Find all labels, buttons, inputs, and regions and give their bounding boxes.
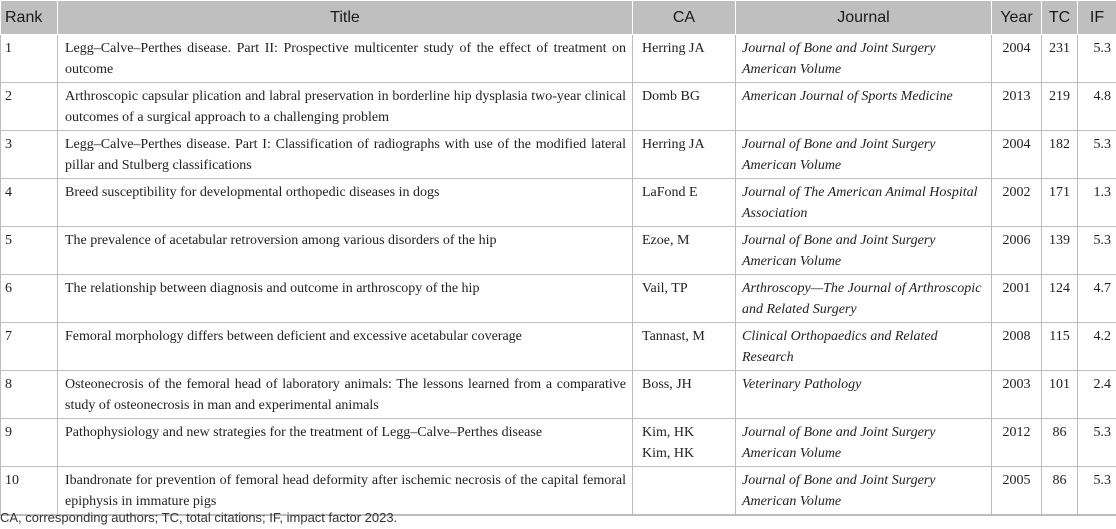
- cell-rank: 4: [1, 179, 58, 227]
- cell-rank: 9: [1, 419, 58, 467]
- cell-ca: [633, 467, 736, 516]
- table-row: [1, 131, 1116, 179]
- cell-title: Legg–Calve–Perthes disease. Part I: Classification of radiographs with use of the modified lateral pillar and Stulberg classifications: [58, 131, 633, 179]
- table-header: [1, 1, 1116, 35]
- cell-rank: 1: [1, 35, 58, 83]
- cell-if: 2.4: [1078, 371, 1116, 419]
- cell-rank: 7: [1, 323, 58, 371]
- cell-ca: Boss, JH: [633, 371, 736, 419]
- cell-ca: Ezoe, M: [633, 227, 736, 275]
- header-ca: CA: [633, 1, 736, 35]
- cell-ca: Tannast, M: [633, 323, 736, 371]
- cell-year: 2005: [992, 467, 1042, 516]
- cell-if: 1.3: [1078, 179, 1116, 227]
- header-row: [1, 1, 1116, 35]
- cell-title: Femoral morphology differs between deficient and excessive acetabular coverage: [58, 323, 633, 371]
- cell-journal: American Journal of Sports Medicine: [736, 83, 992, 131]
- cell-title: Ibandronate for prevention of femoral head deformity after ischemic necrosis of the capital femoral epiphysis in immature pigs: [58, 467, 633, 516]
- cell-year: 2006: [992, 227, 1042, 275]
- cell-rank: 6: [1, 275, 58, 323]
- cell-ca: Herring JA: [633, 35, 736, 83]
- cell-journal: Journal of Bone and Joint Surgery American Volume: [736, 35, 992, 83]
- table-row: [1, 227, 1116, 275]
- table-row: [1, 35, 1116, 83]
- cell-year: 2004: [992, 131, 1042, 179]
- cell-ca: Domb BG: [633, 83, 736, 131]
- cell-tc: 124: [1042, 275, 1078, 323]
- cell-journal: Journal of Bone and Joint Surgery American Volume: [736, 227, 992, 275]
- table-footnote: CA, corresponding authors; TC, total citations; IF, impact factor 2023.: [0, 510, 398, 525]
- cell-journal: Journal of Bone and Joint Surgery American Volume: [736, 467, 992, 516]
- cell-ca: LaFond E: [633, 179, 736, 227]
- cell-tc: 231: [1042, 35, 1078, 83]
- cell-if: 5.3: [1078, 467, 1116, 516]
- cell-journal: Journal of Bone and Joint Surgery American Volume: [736, 419, 992, 467]
- cell-tc: 86: [1042, 419, 1078, 467]
- table-row: [1, 419, 1116, 467]
- cell-journal: Journal of Bone and Joint Surgery American Volume: [736, 131, 992, 179]
- cell-tc: 139: [1042, 227, 1078, 275]
- cell-if: 4.8: [1078, 83, 1116, 131]
- cell-rank: 8: [1, 371, 58, 419]
- header-tc: TC: [1042, 1, 1078, 35]
- header-if: IF: [1078, 1, 1116, 35]
- cell-title: The prevalence of acetabular retroversion among various disorders of the hip: [58, 227, 633, 275]
- cell-ca: Herring JA: [633, 131, 736, 179]
- cell-tc: 219: [1042, 83, 1078, 131]
- cell-rank: 10: [1, 467, 58, 516]
- table-body: [1, 35, 1116, 516]
- header-year: Year: [992, 1, 1042, 35]
- cell-if: 4.7: [1078, 275, 1116, 323]
- cell-tc: 115: [1042, 323, 1078, 371]
- cell-journal: Clinical Orthopaedics and Related Research: [736, 323, 992, 371]
- cell-if: 5.3: [1078, 131, 1116, 179]
- cell-title: Breed susceptibility for developmental orthopedic diseases in dogs: [58, 179, 633, 227]
- cell-if: 5.3: [1078, 227, 1116, 275]
- header-journal: Journal: [736, 1, 992, 35]
- table-row: [1, 467, 1116, 516]
- cell-year: 2013: [992, 83, 1042, 131]
- cell-title: Legg–Calve–Perthes disease. Part II: Prospective multicenter study of the effect of treatment on outcome: [58, 35, 633, 83]
- cell-year: 2008: [992, 323, 1042, 371]
- table-row: [1, 275, 1116, 323]
- cell-year: 2003: [992, 371, 1042, 419]
- cell-year: 2001: [992, 275, 1042, 323]
- table-row: [1, 179, 1116, 227]
- cell-title: Pathophysiology and new strategies for the treatment of Legg–Calve–Perthes disease: [58, 419, 633, 467]
- cell-if: 4.2: [1078, 323, 1116, 371]
- cell-tc: 171: [1042, 179, 1078, 227]
- header-title: Title: [58, 1, 633, 35]
- table-row: [1, 323, 1116, 371]
- table-row: [1, 83, 1116, 131]
- cell-if: 5.3: [1078, 419, 1116, 467]
- cell-ca: Kim, HK Kim, HK: [633, 419, 736, 467]
- header-rank: Rank: [1, 1, 58, 35]
- cell-tc: 101: [1042, 371, 1078, 419]
- cell-year: 2004: [992, 35, 1042, 83]
- cell-rank: 5: [1, 227, 58, 275]
- cell-ca: Vail, TP: [633, 275, 736, 323]
- cell-journal: Journal of The American Animal Hospital Association: [736, 179, 992, 227]
- cell-title: The relationship between diagnosis and outcome in arthroscopy of the hip: [58, 275, 633, 323]
- cell-tc: 86: [1042, 467, 1078, 516]
- table-row: [1, 371, 1116, 419]
- cell-rank: 2: [1, 83, 58, 131]
- cell-journal: Veterinary Pathology: [736, 371, 992, 419]
- cell-year: 2012: [992, 419, 1042, 467]
- cell-if: 5.3: [1078, 35, 1116, 83]
- cell-title: Osteonecrosis of the femoral head of laboratory animals: The lessons learned from a comparative study of osteonecrosis in man and experimental animals: [58, 371, 633, 419]
- cell-year: 2002: [992, 179, 1042, 227]
- cell-title: Arthroscopic capsular plication and labral preservation in borderline hip dysplasia two-year clinical outcomes of a surgical approach to a challenging problem: [58, 83, 633, 131]
- cell-rank: 3: [1, 131, 58, 179]
- cell-journal: Arthroscopy—The Journal of Arthroscopic and Related Surgery: [736, 275, 992, 323]
- cell-tc: 182: [1042, 131, 1078, 179]
